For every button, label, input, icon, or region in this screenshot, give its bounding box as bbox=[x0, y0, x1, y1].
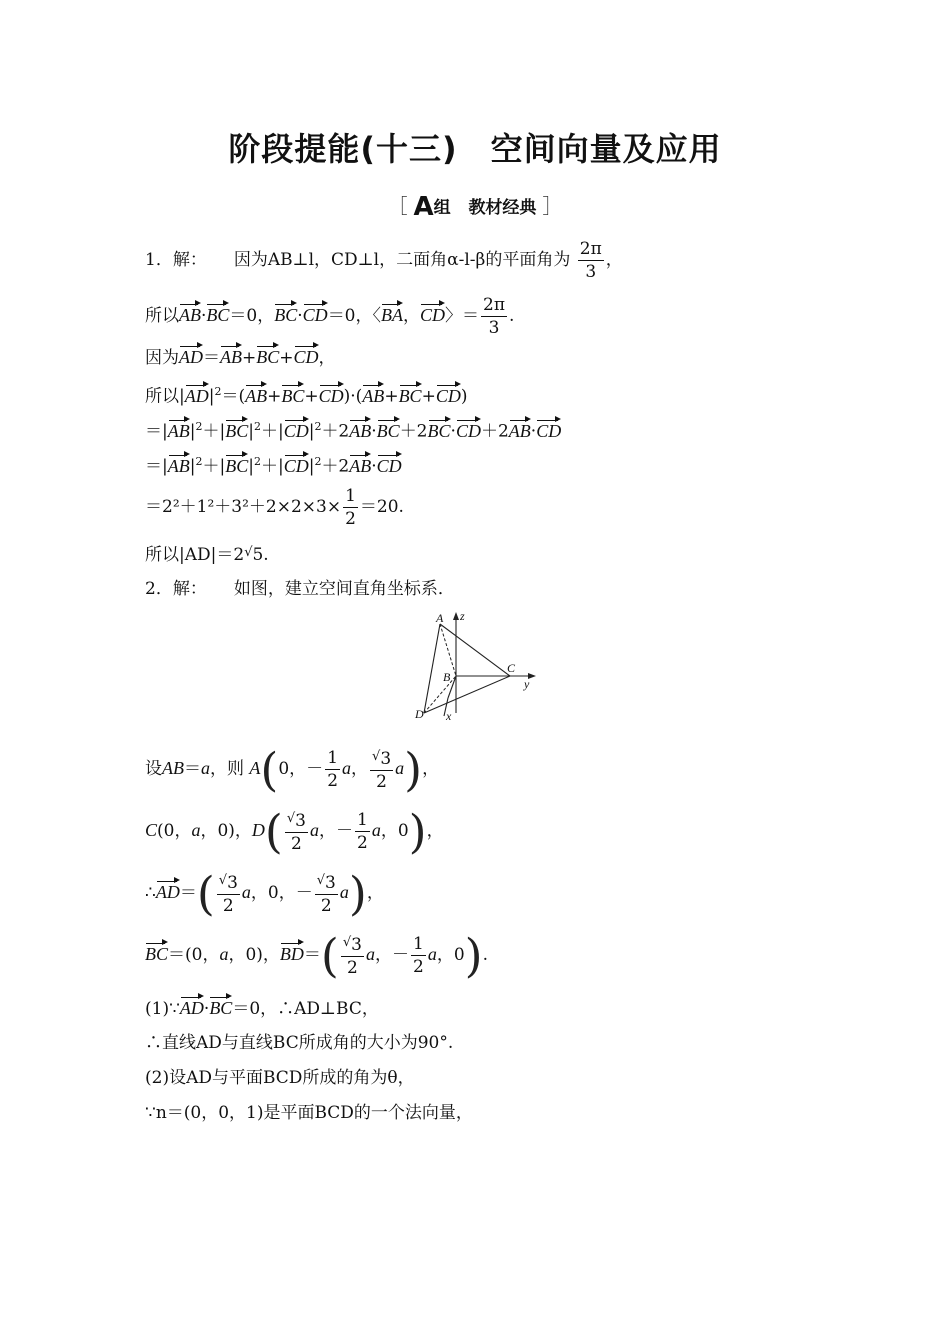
label-y: y bbox=[524, 677, 530, 691]
problem-2-text: 如图，建立空间直角坐标系． bbox=[233, 579, 455, 599]
simplified-line: $=|AB|^2+|BC|^2+|CD|^2+2AB\cdot CD$ bbox=[145, 455, 402, 477]
fraction-2pi-3: $\frac{2\pi}{3}$ bbox=[483, 295, 506, 338]
vector-BC-BD-line: BC＝(0，a，0)，BD＝( $\frac{^√3}{2}$ a，－ $\frac{1}{2}$ a，0). bbox=[145, 928, 489, 983]
problem-2-intro bbox=[145, 577, 455, 601]
fraction-2pi-3: $\frac{2\pi}{3}$ bbox=[579, 239, 602, 282]
point-C-D-line: C(0，a，0)，D( $\frac{^√3}{2}$ a，－ $\frac{1}{2}$ a，0)， bbox=[145, 804, 444, 859]
group-label: 组 bbox=[433, 198, 451, 218]
part-2-line: (2)设AD与平面BCD所成的角为θ， bbox=[145, 1068, 415, 1088]
group-letter: A bbox=[413, 192, 434, 222]
line-text: 所以|AD|＝2 bbox=[145, 545, 245, 565]
line-text: 因为 bbox=[145, 348, 179, 368]
edge-DB bbox=[424, 676, 456, 713]
part-1-conclusion: ∴直线AD与直线BC所成角的大小为90°. bbox=[145, 1033, 454, 1053]
norm-squared-line: 所以$|AD|^2=(AB+BC+CD)\cdot(AB+BC+CD)$ bbox=[145, 385, 468, 407]
fraction-1-2: $\frac{1}{2}$ bbox=[345, 486, 356, 529]
part-1-line: (1)∵AD·BC＝0，∴AD⊥BC， bbox=[145, 998, 379, 1019]
vector-sum-line: 因为AD＝AB+BC+CD， bbox=[145, 347, 336, 368]
line-text: ＝0，∴AD⊥BC， bbox=[232, 999, 379, 1019]
edge-DC bbox=[424, 676, 510, 713]
edge-AD bbox=[424, 624, 440, 713]
label-D: D bbox=[415, 707, 424, 721]
line-text: ＝2²＋1²＋3²＋2×2×3× bbox=[145, 497, 342, 517]
line-text: ＝20. bbox=[359, 497, 404, 517]
label-C: C bbox=[507, 661, 516, 675]
page-title: 阶段提能(十三) 空间向量及应用 bbox=[228, 130, 722, 168]
normal-vector-line: ∵n＝(0，0，1)是平面BCD的一个法向量， bbox=[145, 1103, 473, 1123]
coordinate-figure bbox=[410, 608, 540, 723]
result-line: 所以|AD|＝2√5. bbox=[145, 545, 269, 565]
bracket-open: ［ bbox=[387, 194, 408, 218]
label-z: z bbox=[460, 609, 465, 623]
problem-1-label: 1．解： bbox=[145, 250, 207, 270]
point-A-line: 设AB＝a，则 A(0，－ $\frac{1}{2}$ a， $\frac{^√3}{2}$ a)， bbox=[145, 742, 440, 797]
edge-AB bbox=[440, 624, 456, 676]
line-text: (1)∵ bbox=[145, 999, 180, 1019]
bracket-close: ］ bbox=[542, 194, 563, 218]
problem-1-intro: 1．解： 因为AB⊥l，CD⊥l，二面角α-l-β的平面角为 $\frac{2\pi}{3}$ ， bbox=[145, 239, 623, 282]
edge-AC bbox=[440, 624, 510, 676]
dot-products-line: 所以AB·BC＝0，BC·CD＝0，〈BA，CD〉＝ $\frac{2\pi}{3}$ . bbox=[145, 295, 515, 338]
expansion-line: $=|AB|^2+|BC|^2+|CD|^2+2AB\cdot BC+2BC\cdot CD+2AB\cdot CD$ bbox=[145, 420, 562, 442]
label-B: B bbox=[443, 670, 451, 684]
label-x: x bbox=[446, 709, 452, 723]
numeric-line bbox=[145, 485, 404, 530]
line-text: 所以 bbox=[145, 306, 179, 326]
problem-1-text: 因为AB⊥l，CD⊥l，二面角α-l-β的平面角为 bbox=[233, 250, 571, 270]
line-text: 所以| bbox=[145, 386, 185, 407]
vector-AD-line: ∴AD＝( $\frac{^√3}{2}$ a，0，－ $\frac{^√3}{2}$ a)， bbox=[145, 866, 384, 921]
group-text: 教材经典 bbox=[468, 198, 537, 218]
problem-2-label: 2．解： bbox=[145, 579, 207, 599]
group-header bbox=[0, 190, 950, 222]
label-A: A bbox=[436, 611, 444, 625]
